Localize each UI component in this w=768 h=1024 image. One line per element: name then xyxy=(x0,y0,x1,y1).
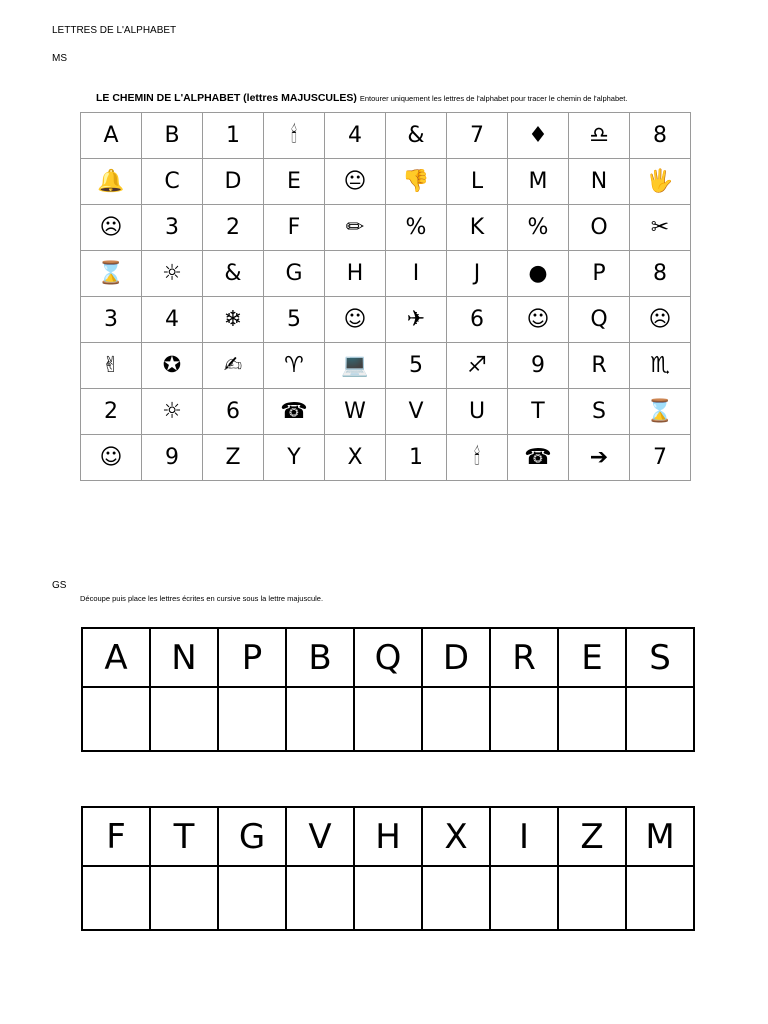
uppercase-letter-cell: M xyxy=(626,807,694,866)
uppercase-letter-cell: E xyxy=(558,628,626,687)
cursive-drop-cell[interactable] xyxy=(354,866,422,930)
grid-row xyxy=(81,113,691,159)
grid-cell[interactable]: & xyxy=(386,113,447,159)
cursive-answer-row xyxy=(82,687,694,751)
grid-cell[interactable]: M xyxy=(508,159,569,205)
grid-cell[interactable]: H xyxy=(325,251,386,297)
grid-cell[interactable]: 3 xyxy=(81,297,142,343)
cursive-answer-row xyxy=(82,866,694,930)
grid-cell[interactable]: 4 xyxy=(325,113,386,159)
uppercase-letter-cell: X xyxy=(422,807,490,866)
uppercase-letter-cell: B xyxy=(286,628,354,687)
cursive-drop-cell[interactable] xyxy=(490,687,558,751)
uppercase-letter-cell: N xyxy=(150,628,218,687)
grid-cell[interactable]: J xyxy=(447,251,508,297)
grid-cell[interactable]: R xyxy=(569,343,630,389)
uppercase-letter-cell: T xyxy=(150,807,218,866)
cursive-drop-cell[interactable] xyxy=(218,866,286,930)
grid-cell[interactable]: 5 xyxy=(386,343,447,389)
cursive-drop-cell[interactable] xyxy=(286,687,354,751)
grid-cell[interactable]: B xyxy=(142,113,203,159)
grid-cell[interactable]: W xyxy=(325,389,386,435)
cursive-drop-cell[interactable] xyxy=(490,866,558,930)
grid-cell[interactable]: 9 xyxy=(142,435,203,481)
grid-cell[interactable]: % xyxy=(386,205,447,251)
grid-cell[interactable]: F xyxy=(264,205,325,251)
grid-cell[interactable]: 8 xyxy=(630,251,691,297)
grid-cell[interactable]: ☺ xyxy=(81,435,142,481)
grid-cell[interactable]: Z xyxy=(203,435,264,481)
exercise-instruction: Entourer uniquement les lettres de l'alphabet pour tracer le chemin de l'alphabet. xyxy=(359,94,628,103)
grid-row xyxy=(81,205,691,251)
grid-cell[interactable]: ♦ xyxy=(508,113,569,159)
grid-cell[interactable]: ☹ xyxy=(630,297,691,343)
grid-cell[interactable]: 8 xyxy=(630,113,691,159)
uppercase-letter-row xyxy=(82,628,694,687)
grid-cell[interactable]: L xyxy=(447,159,508,205)
grid-cell[interactable]: ♎ xyxy=(569,113,630,159)
grid-cell[interactable]: E xyxy=(264,159,325,205)
grid-cell[interactable]: T xyxy=(508,389,569,435)
uppercase-letter-cell: I xyxy=(490,807,558,866)
grid-cell[interactable]: ☹ xyxy=(81,205,142,251)
cursive-drop-cell[interactable] xyxy=(626,866,694,930)
grid-cell[interactable]: ☼ xyxy=(142,389,203,435)
grid-cell[interactable]: 🕯 xyxy=(447,435,508,481)
grid-cell[interactable]: I xyxy=(386,251,447,297)
grid-cell[interactable]: 7 xyxy=(447,113,508,159)
uppercase-letter-cell: H xyxy=(354,807,422,866)
grid-cell[interactable]: ❄ xyxy=(203,297,264,343)
grid-cell[interactable]: 🔔 xyxy=(81,159,142,205)
grid-cell[interactable]: U xyxy=(447,389,508,435)
cursive-drop-cell[interactable] xyxy=(558,866,626,930)
grid-cell[interactable]: ➔ xyxy=(569,435,630,481)
uppercase-letter-row xyxy=(82,807,694,866)
grid-cell[interactable]: P xyxy=(569,251,630,297)
grid-row xyxy=(81,435,691,481)
cursive-drop-cell[interactable] xyxy=(218,687,286,751)
grid-cell[interactable]: O xyxy=(569,205,630,251)
grid-cell[interactable]: ● xyxy=(508,251,569,297)
grid-cell[interactable]: V xyxy=(386,389,447,435)
document-title: LETTRES DE L'ALPHABET xyxy=(52,25,177,36)
cursive-drop-cell[interactable] xyxy=(82,687,150,751)
grid-cell[interactable]: & xyxy=(203,251,264,297)
grid-cell[interactable]: 😐 xyxy=(325,159,386,205)
ms-level-label: MS xyxy=(52,53,67,64)
grid-cell[interactable]: 2 xyxy=(81,389,142,435)
grid-cell[interactable]: ⌛ xyxy=(81,251,142,297)
grid-cell[interactable]: N xyxy=(569,159,630,205)
grid-cell[interactable]: 💻 xyxy=(325,343,386,389)
uppercase-letter-cell: Z xyxy=(558,807,626,866)
grid-cell[interactable]: ♈ xyxy=(264,343,325,389)
grid-cell[interactable]: 🖐 xyxy=(630,159,691,205)
grid-cell[interactable]: Y xyxy=(264,435,325,481)
cursive-drop-cell[interactable] xyxy=(82,866,150,930)
uppercase-letter-cell: G xyxy=(218,807,286,866)
grid-cell[interactable]: S xyxy=(569,389,630,435)
uppercase-letter-cell: Q xyxy=(354,628,422,687)
gs-level-label: GS xyxy=(52,580,67,591)
grid-cell[interactable]: X xyxy=(325,435,386,481)
grid-cell[interactable]: ✈ xyxy=(386,297,447,343)
uppercase-letter-cell: P xyxy=(218,628,286,687)
grid-cell[interactable]: ✍ xyxy=(203,343,264,389)
grid-cell[interactable]: 7 xyxy=(630,435,691,481)
grid-cell[interactable]: ✏ xyxy=(325,205,386,251)
uppercase-letter-cell: D xyxy=(422,628,490,687)
grid-cell[interactable]: 5 xyxy=(264,297,325,343)
grid-row xyxy=(81,389,691,435)
cursive-drop-cell[interactable] xyxy=(626,687,694,751)
exercise-heading xyxy=(96,92,627,104)
cursive-drop-cell[interactable] xyxy=(422,687,490,751)
exercise-title: LE CHEMIN DE L'ALPHABET (lettres MAJUSCULES) xyxy=(96,92,357,104)
grid-cell[interactable]: ♐ xyxy=(447,343,508,389)
cut-paste-table-2 xyxy=(81,806,695,931)
grid-cell[interactable]: D xyxy=(203,159,264,205)
grid-row xyxy=(81,159,691,205)
grid-cell[interactable]: G xyxy=(264,251,325,297)
uppercase-letter-cell: F xyxy=(82,807,150,866)
grid-cell[interactable]: 9 xyxy=(508,343,569,389)
grid-cell[interactable]: C xyxy=(142,159,203,205)
uppercase-letter-cell: S xyxy=(626,628,694,687)
grid-cell[interactable]: ☎ xyxy=(508,435,569,481)
grid-cell[interactable]: ☼ xyxy=(142,251,203,297)
cursive-drop-cell[interactable] xyxy=(558,687,626,751)
grid-cell[interactable]: 1 xyxy=(203,113,264,159)
grid-cell[interactable]: ☺ xyxy=(325,297,386,343)
grid-cell[interactable]: 4 xyxy=(142,297,203,343)
grid-cell[interactable]: ☺ xyxy=(508,297,569,343)
grid-cell[interactable]: ♏ xyxy=(630,343,691,389)
grid-cell[interactable]: 👎 xyxy=(386,159,447,205)
cursive-drop-cell[interactable] xyxy=(354,687,422,751)
alphabet-path-grid xyxy=(80,112,691,481)
grid-cell[interactable]: 2 xyxy=(203,205,264,251)
uppercase-letter-cell: V xyxy=(286,807,354,866)
grid-cell[interactable]: ✌ xyxy=(81,343,142,389)
grid-row xyxy=(81,343,691,389)
cut-paste-table-1 xyxy=(81,627,695,752)
grid-cell[interactable]: ☎ xyxy=(264,389,325,435)
uppercase-letter-cell: R xyxy=(490,628,558,687)
grid-row xyxy=(81,251,691,297)
grid-cell[interactable]: ⌛ xyxy=(630,389,691,435)
grid-row xyxy=(81,297,691,343)
grid-cell[interactable]: K xyxy=(447,205,508,251)
grid-cell[interactable]: A xyxy=(81,113,142,159)
grid-cell[interactable]: ✪ xyxy=(142,343,203,389)
grid-cell[interactable]: 3 xyxy=(142,205,203,251)
grid-cell[interactable]: % xyxy=(508,205,569,251)
grid-cell[interactable]: 6 xyxy=(203,389,264,435)
grid-cell[interactable]: 🕯 xyxy=(264,113,325,159)
grid-cell[interactable]: Q xyxy=(569,297,630,343)
uppercase-letter-cell: A xyxy=(82,628,150,687)
cursive-drop-cell[interactable] xyxy=(422,866,490,930)
cursive-drop-cell[interactable] xyxy=(150,687,218,751)
cursive-drop-cell[interactable] xyxy=(286,866,354,930)
grid-cell[interactable]: 1 xyxy=(386,435,447,481)
grid-cell[interactable]: ✂ xyxy=(630,205,691,251)
grid-cell[interactable]: 6 xyxy=(447,297,508,343)
cursive-drop-cell[interactable] xyxy=(150,866,218,930)
gs-instruction: Découpe puis place les lettres écrites en cursive sous la lettre majuscule. xyxy=(80,594,324,603)
